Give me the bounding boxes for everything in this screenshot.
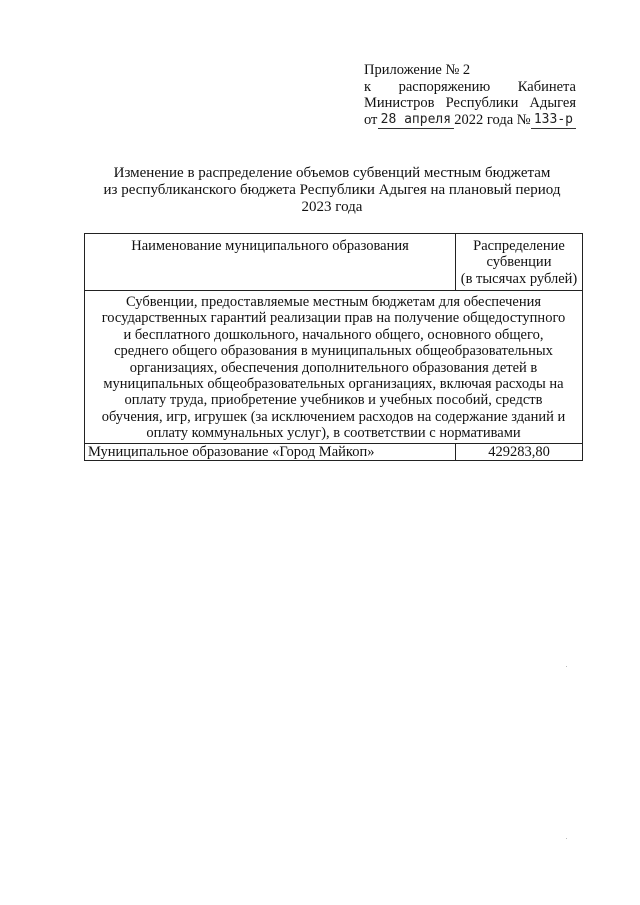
appendix-line-1 — [364, 62, 576, 79]
appendix-word: к — [364, 78, 372, 95]
description-line: среднего общего образования в муниципальных общеобразовательных — [114, 343, 553, 360]
subvention-table — [84, 233, 583, 461]
handwritten-number: 133-р — [531, 112, 576, 130]
scan-speck — [566, 838, 567, 839]
appendix-word: распоряжению — [398, 78, 491, 95]
description-line: и бесплатного дошкольного, начального общего, основного общего, — [123, 326, 544, 343]
appendix-title: Приложение № 2 — [364, 62, 471, 78]
description-line: муниципальных общеобразовательных организациях, включая расходы на — [103, 376, 564, 393]
appendix-line-4 — [364, 112, 576, 130]
description-row — [85, 291, 583, 444]
appendix-word: Адыгея — [529, 95, 576, 111]
header-dist-line: (в тысячах рублей) — [460, 270, 578, 287]
description-line: оплату коммунальных услуг), в соответствии с нормативами — [146, 425, 521, 442]
handwritten-date: 28 апреля — [378, 112, 454, 130]
appendix-block — [364, 62, 576, 129]
header-name: Наименование муниципального образования — [85, 234, 456, 291]
description-line: государственных гарантий реализации прав на получение общедоступного — [101, 310, 566, 327]
appendix-word: Республики — [445, 95, 519, 111]
description-line: оплату труда, приобретение учебников и учебных пособий, средств — [124, 392, 543, 409]
scan-speck — [566, 666, 567, 667]
description-cell — [85, 291, 583, 444]
municipality-name: Муниципальное образование «Город Майкоп» — [85, 443, 456, 460]
subvention-value: 429283,80 — [456, 443, 583, 460]
table-header-row — [85, 234, 583, 291]
description-line: Субвенции, предоставляемые местным бюджетам для обеспечения — [125, 294, 542, 310]
appendix-word: Министров — [364, 95, 435, 111]
appendix-line-3 — [364, 95, 576, 112]
document-title — [80, 165, 584, 216]
table-row — [85, 443, 583, 460]
appendix-word: 2022 года № — [454, 111, 531, 128]
title-line: Изменение в распределение объемов субвенций местным бюджетам — [113, 165, 551, 181]
appendix-word: от — [364, 111, 378, 128]
title-line: из республиканского бюджета Республики Адыгея на плановый период — [103, 182, 561, 198]
appendix-word: Кабинета — [517, 78, 576, 95]
header-dist-line: Распределение — [473, 238, 565, 254]
header-distribution — [456, 234, 583, 291]
description-line: организациях, обеспечения дополнительного образования детей в — [129, 359, 538, 376]
appendix-line-2 — [364, 79, 576, 96]
description-line: обучения, игр, игрушек (за исключением расходов на содержание зданий и — [101, 408, 566, 425]
title-line: 2023 года — [301, 199, 363, 215]
header-dist-line: субвенции — [486, 254, 552, 271]
